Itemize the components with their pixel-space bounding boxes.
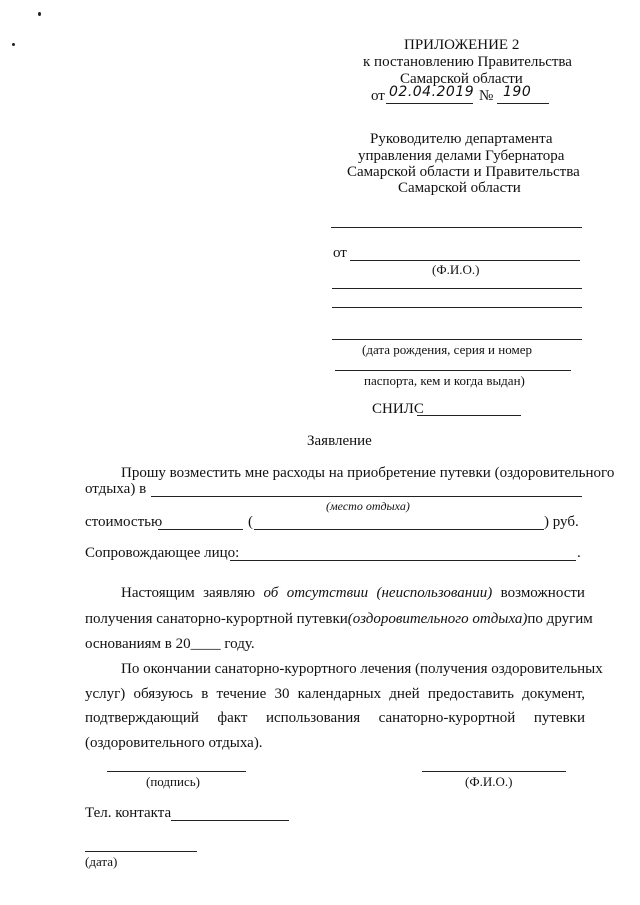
statement-title: Заявление <box>307 433 372 449</box>
scan-speck <box>38 12 41 16</box>
sender-blank-line[interactable] <box>332 339 582 340</box>
obligation-line-4: (оздоровительного отдыха). <box>85 735 263 751</box>
date-caption: (дата) <box>85 854 118 869</box>
handwritten-number: 190 <box>503 84 532 100</box>
sender-fio-caption: (Ф.И.О.) <box>432 262 480 277</box>
declaration-word: Настоящим <box>121 585 195 601</box>
date-line[interactable] <box>85 851 197 852</box>
sender-blank-line[interactable] <box>332 307 582 308</box>
number-underline <box>497 103 549 104</box>
sender-from-label: от <box>333 245 347 261</box>
appendix-region-line: Самарской области <box>400 71 523 87</box>
signer-fio-line[interactable] <box>422 771 566 772</box>
sender-blank-line[interactable] <box>331 227 582 228</box>
declaration-segment: (оздоровительного отдыха) <box>347 611 528 627</box>
declaration-word: возможности <box>500 585 585 601</box>
declaration-word: заявляю <box>203 585 256 601</box>
number-sign: № <box>479 88 494 104</box>
cost-label: стоимостью <box>85 514 163 530</box>
addressee-line-3: Самарской области и Правительства <box>347 164 580 180</box>
obligation-line-3: подтверждающий факт использования санаторно-курортной путевки <box>85 710 585 726</box>
companion-label: Сопровождающее лицо: <box>85 545 240 561</box>
addressee-line-4: Самарской области <box>398 180 521 196</box>
place-of-rest-line[interactable] <box>151 496 582 497</box>
declaration-line-1 <box>121 585 585 602</box>
scan-speck <box>12 43 15 46</box>
addressee-line-1: Руководителю департамента <box>370 131 553 147</box>
addressee-line-2: управления делами Губернатора <box>358 148 565 164</box>
phone-line[interactable] <box>171 820 289 821</box>
signer-fio-caption: (Ф.И.О.) <box>465 774 513 789</box>
declaration-line-3: основаниям в 20____ году. <box>85 636 255 652</box>
appendix-title: ПРИЛОЖЕНИЕ 2 <box>404 37 520 53</box>
declaration-line-2 <box>85 611 593 628</box>
birth-passport-caption: (дата рождения, серия и номер <box>362 342 532 357</box>
declaration-word: об <box>263 585 279 601</box>
sender-blank-line[interactable] <box>332 288 582 289</box>
phone-label: Тел. контакта <box>85 805 172 821</box>
cost-number-line[interactable] <box>158 529 243 530</box>
cost-paren-open: ( <box>248 514 253 530</box>
passport-issued-caption: паспорта, кем и когда выдан) <box>364 373 525 388</box>
cost-words-line[interactable] <box>254 529 544 530</box>
appendix-decree-line: к постановлению Правительства <box>363 54 572 70</box>
handwritten-date: 02.04.2019 <box>389 84 475 100</box>
obligation-line-2: услуг) обязуюсь в течение 30 календарных дней предоставить документ, <box>85 686 585 702</box>
declaration-word: (неиспользовании) <box>376 585 493 601</box>
request-line-1: Прошу возместить мне расходы на приобретение путевки (оздоровительного <box>121 465 615 481</box>
companion-end: . <box>577 545 581 561</box>
request-line-2-start: отдыха) в <box>85 481 147 497</box>
signature-caption: (подпись) <box>146 774 200 789</box>
declaration-word: отсутствии <box>286 585 369 601</box>
snils-line[interactable] <box>417 415 521 416</box>
signature-line[interactable] <box>107 771 246 772</box>
sender-blank-line[interactable] <box>335 370 571 371</box>
snils-label: СНИЛС <box>372 401 424 417</box>
companion-line[interactable] <box>230 560 576 561</box>
date-underline <box>386 103 473 104</box>
sender-fio-line[interactable] <box>350 260 580 261</box>
declaration-segment: по другим <box>527 611 593 627</box>
appendix-date-prefix: от <box>371 88 385 104</box>
cost-paren-close: ) руб. <box>544 514 579 530</box>
place-of-rest-caption: (место отдыха) <box>326 499 410 513</box>
obligation-line-1: По окончании санаторно-курортного лечения (получения оздоровительных <box>121 661 603 677</box>
declaration-segment: получения санаторно-курортной путевки <box>85 611 348 627</box>
